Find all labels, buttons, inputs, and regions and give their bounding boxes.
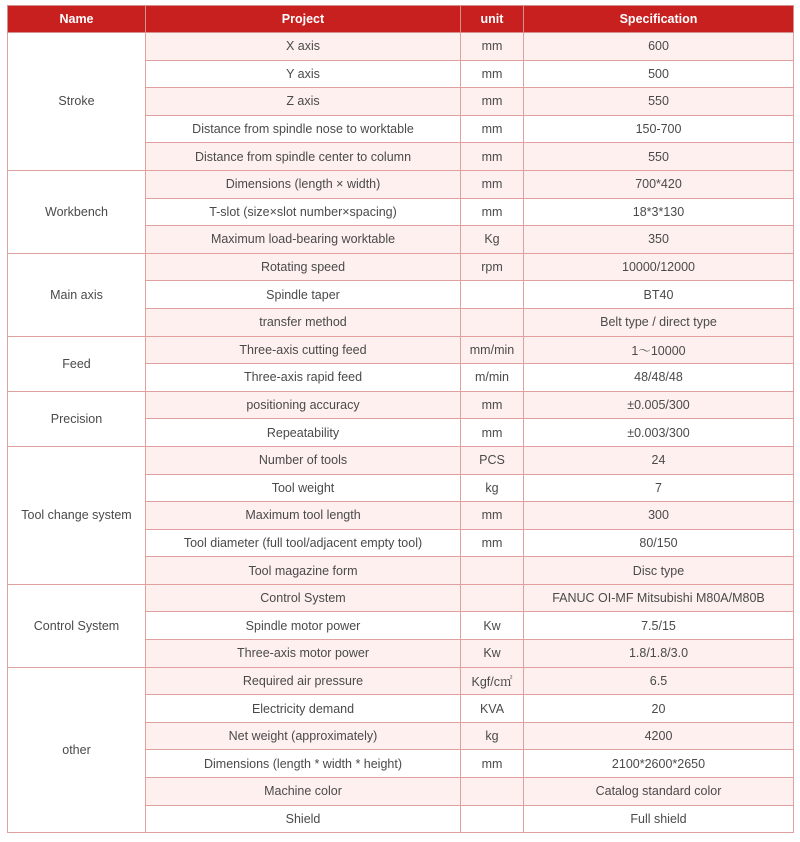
project-cell: Dimensions (length * width * height) bbox=[146, 750, 461, 778]
header-row bbox=[8, 6, 794, 33]
project-cell: Spindle taper bbox=[146, 281, 461, 309]
project-cell: transfer method bbox=[146, 308, 461, 336]
specification-cell: 18*3*130 bbox=[524, 198, 794, 226]
unit-cell: mm bbox=[461, 391, 524, 419]
unit-cell: kg bbox=[461, 474, 524, 502]
project-cell: Repeatability bbox=[146, 419, 461, 447]
project-cell: positioning accuracy bbox=[146, 391, 461, 419]
unit-cell bbox=[461, 805, 524, 833]
specification-cell: BT40 bbox=[524, 281, 794, 309]
specification-cell: 550 bbox=[524, 88, 794, 116]
unit-cell: Kgf/c㎡ bbox=[461, 667, 524, 695]
header-specification: Specification bbox=[524, 6, 794, 33]
table-header bbox=[8, 6, 794, 33]
table-row bbox=[8, 667, 794, 695]
specification-table bbox=[7, 5, 794, 833]
project-cell: Dimensions (length × width) bbox=[146, 170, 461, 198]
unit-cell bbox=[461, 308, 524, 336]
unit-cell: mm bbox=[461, 750, 524, 778]
project-cell: X axis bbox=[146, 33, 461, 61]
project-cell: Tool diameter (full tool/adjacent empty tool) bbox=[146, 529, 461, 557]
project-cell: Three-axis rapid feed bbox=[146, 364, 461, 392]
unit-cell bbox=[461, 584, 524, 612]
specification-cell: 4200 bbox=[524, 722, 794, 750]
unit-cell: Kw bbox=[461, 640, 524, 668]
unit-cell: mm bbox=[461, 33, 524, 61]
project-cell: Y axis bbox=[146, 60, 461, 88]
header-unit: unit bbox=[461, 6, 524, 33]
unit-cell: mm bbox=[461, 115, 524, 143]
unit-cell: kg bbox=[461, 722, 524, 750]
unit-cell bbox=[461, 778, 524, 806]
specification-cell: Catalog standard color bbox=[524, 778, 794, 806]
project-cell: Distance from spindle center to column bbox=[146, 143, 461, 171]
project-cell: Tool weight bbox=[146, 474, 461, 502]
specification-cell: 600 bbox=[524, 33, 794, 61]
unit-cell bbox=[461, 281, 524, 309]
table-row bbox=[8, 33, 794, 61]
specification-cell: 150-700 bbox=[524, 115, 794, 143]
specification-cell: 2100*2600*2650 bbox=[524, 750, 794, 778]
table-row bbox=[8, 253, 794, 281]
group-name-cell: Stroke bbox=[8, 33, 146, 171]
unit-cell: mm bbox=[461, 143, 524, 171]
group-name-cell: Precision bbox=[8, 391, 146, 446]
specification-cell: 20 bbox=[524, 695, 794, 723]
specification-cell: FANUC OI-MF Mitsubishi M80A/M80B bbox=[524, 584, 794, 612]
unit-cell: PCS bbox=[461, 446, 524, 474]
specification-cell: Disc type bbox=[524, 557, 794, 585]
specification-cell: 7.5/15 bbox=[524, 612, 794, 640]
header-project: Project bbox=[146, 6, 461, 33]
unit-cell: mm/min bbox=[461, 336, 524, 364]
spec-table-container bbox=[7, 5, 793, 837]
unit-cell: mm bbox=[461, 502, 524, 530]
specification-cell: 350 bbox=[524, 226, 794, 254]
unit-cell: rpm bbox=[461, 253, 524, 281]
table-row bbox=[8, 446, 794, 474]
group-name-cell: Feed bbox=[8, 336, 146, 391]
project-cell: Shield bbox=[146, 805, 461, 833]
specification-cell: ±0.005/300 bbox=[524, 391, 794, 419]
table-row bbox=[8, 391, 794, 419]
table-row bbox=[8, 170, 794, 198]
unit-cell: mm bbox=[461, 529, 524, 557]
table-body bbox=[8, 33, 794, 833]
unit-cell: mm bbox=[461, 88, 524, 116]
specification-cell: 1～10000 bbox=[524, 336, 794, 364]
specification-cell: 24 bbox=[524, 446, 794, 474]
project-cell: Rotating speed bbox=[146, 253, 461, 281]
group-name-cell: Main axis bbox=[8, 253, 146, 336]
project-cell: Spindle motor power bbox=[146, 612, 461, 640]
specification-cell: 1.8/1.8/3.0 bbox=[524, 640, 794, 668]
project-cell: Net weight (approximately) bbox=[146, 722, 461, 750]
group-name-cell: other bbox=[8, 667, 146, 833]
unit-cell: mm bbox=[461, 170, 524, 198]
unit-cell: Kw bbox=[461, 612, 524, 640]
specification-cell: 80/150 bbox=[524, 529, 794, 557]
specification-cell: 6.5 bbox=[524, 667, 794, 695]
specification-cell: 7 bbox=[524, 474, 794, 502]
project-cell: Control System bbox=[146, 584, 461, 612]
project-cell: Number of tools bbox=[146, 446, 461, 474]
unit-cell: KVA bbox=[461, 695, 524, 723]
unit-cell: m/min bbox=[461, 364, 524, 392]
specification-cell: 48/48/48 bbox=[524, 364, 794, 392]
unit-cell bbox=[461, 557, 524, 585]
table-row bbox=[8, 336, 794, 364]
table-row bbox=[8, 584, 794, 612]
group-name-cell: Workbench bbox=[8, 170, 146, 253]
project-cell: Three-axis cutting feed bbox=[146, 336, 461, 364]
project-cell: Tool magazine form bbox=[146, 557, 461, 585]
project-cell: Three-axis motor power bbox=[146, 640, 461, 668]
specification-cell: ±0.003/300 bbox=[524, 419, 794, 447]
unit-cell: Kg bbox=[461, 226, 524, 254]
specification-cell: Full shield bbox=[524, 805, 794, 833]
specification-cell: 500 bbox=[524, 60, 794, 88]
specification-cell: Belt type / direct type bbox=[524, 308, 794, 336]
project-cell: Required air pressure bbox=[146, 667, 461, 695]
project-cell: T-slot (size×slot number×spacing) bbox=[146, 198, 461, 226]
specification-cell: 300 bbox=[524, 502, 794, 530]
specification-cell: 550 bbox=[524, 143, 794, 171]
header-name: Name bbox=[8, 6, 146, 33]
unit-cell: mm bbox=[461, 419, 524, 447]
project-cell: Electricity demand bbox=[146, 695, 461, 723]
specification-cell: 700*420 bbox=[524, 170, 794, 198]
unit-cell: mm bbox=[461, 198, 524, 226]
project-cell: Maximum load-bearing worktable bbox=[146, 226, 461, 254]
specification-cell: 10000/12000 bbox=[524, 253, 794, 281]
group-name-cell: Control System bbox=[8, 584, 146, 667]
project-cell: Distance from spindle nose to worktable bbox=[146, 115, 461, 143]
project-cell: Machine color bbox=[146, 778, 461, 806]
group-name-cell: Tool change system bbox=[8, 446, 146, 584]
project-cell: Z axis bbox=[146, 88, 461, 116]
unit-cell: mm bbox=[461, 60, 524, 88]
project-cell: Maximum tool length bbox=[146, 502, 461, 530]
